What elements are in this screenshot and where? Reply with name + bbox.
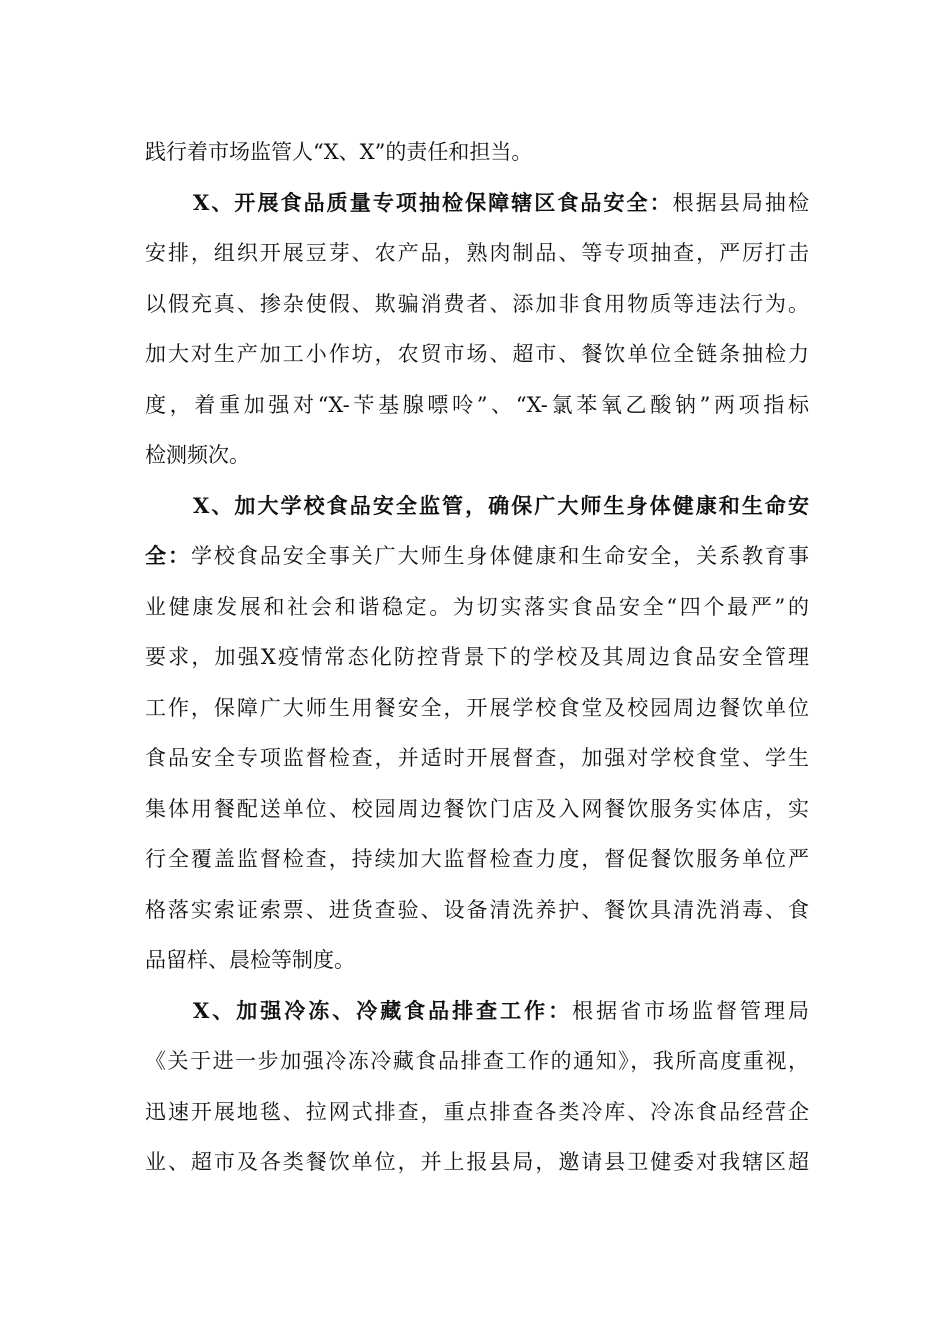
text-line [145,986,809,1037]
text-line: 格落实索证索票、进货查验、设备清洗养护、餐饮具清洗消毒、食 [145,897,809,922]
text-line: 食品安全专项监督检查，并适时开展督查，加强对学校食堂、学生 [145,746,809,770]
text-span: 根据县局抽检 [672,190,809,215]
text-line: 业、超市及各类餐饮单位，并上报县局，邀请县卫健委对我辖区超 [145,1150,809,1174]
text-span: 学校食品安全事关广大师生身体健康和生命安全，关系教育事 [190,544,810,568]
text-line: 品留样、晨检等制度。 [145,948,355,972]
text-line: 加大对生产加工小作坊，农贸市场、超市、餐饮单位全链条抽检力 [145,342,809,366]
text-line: 以假充真、掺杂使假、欺骗消费者、添加非食用物质等违法行为。 [145,291,809,316]
text-line: 《关于进一步加强冷冻冷藏食品排查工作的通知》，我所高度重视， [145,1049,809,1073]
text-line: 迅速开展地毯、拉网式排查，重点排查各类冷库、冷冻食品经营企 [145,1099,809,1124]
text-line: 检测频次。 [145,443,250,467]
section-heading: X、加大学校食品安全监管，确保广大师生身体健康和生命安 [193,492,809,518]
text-line [145,178,809,229]
text-line: 度，着重加强对“X-苄基腺嘌呤”、“X-氯苯氧乙酸钠”两项指标 [145,392,809,417]
section-heading-end: 全： [145,543,191,568]
section-heading: X、开展食品质量专项抽检保障辖区食品安全： [193,189,673,215]
text-line: 业健康发展和社会和谐稳定。为切实落实食品安全“四个最严”的 [145,594,809,619]
document-page [145,127,809,1188]
text-span: 根据省市场监督管理局 [572,998,810,1023]
text-line [145,531,809,582]
text-line: 安排，组织开展豆芽、农产品，熟肉制品、等专项抽查，严厉打击 [145,241,809,265]
text-line: 集体用餐配送单位、校园周边餐饮门店及入网餐饮服务实体店，实 [145,796,809,821]
text-line: 行全覆盖监督检查，持续加大监督检查力度，督促餐饮服务单位严 [145,847,809,871]
text-line: 践行着市场监管人“X、X”的责任和担当。 [145,140,533,164]
text-line: 要求，加强X疫情常态化防控背景下的学校及其周边食品安全管理 [145,645,809,669]
section-heading: X、加强冷冻、冷藏食品排查工作： [193,997,573,1023]
text-line: 工作，保障广大师生用餐安全，开展学校食堂及校园周边餐饮单位 [145,695,809,720]
